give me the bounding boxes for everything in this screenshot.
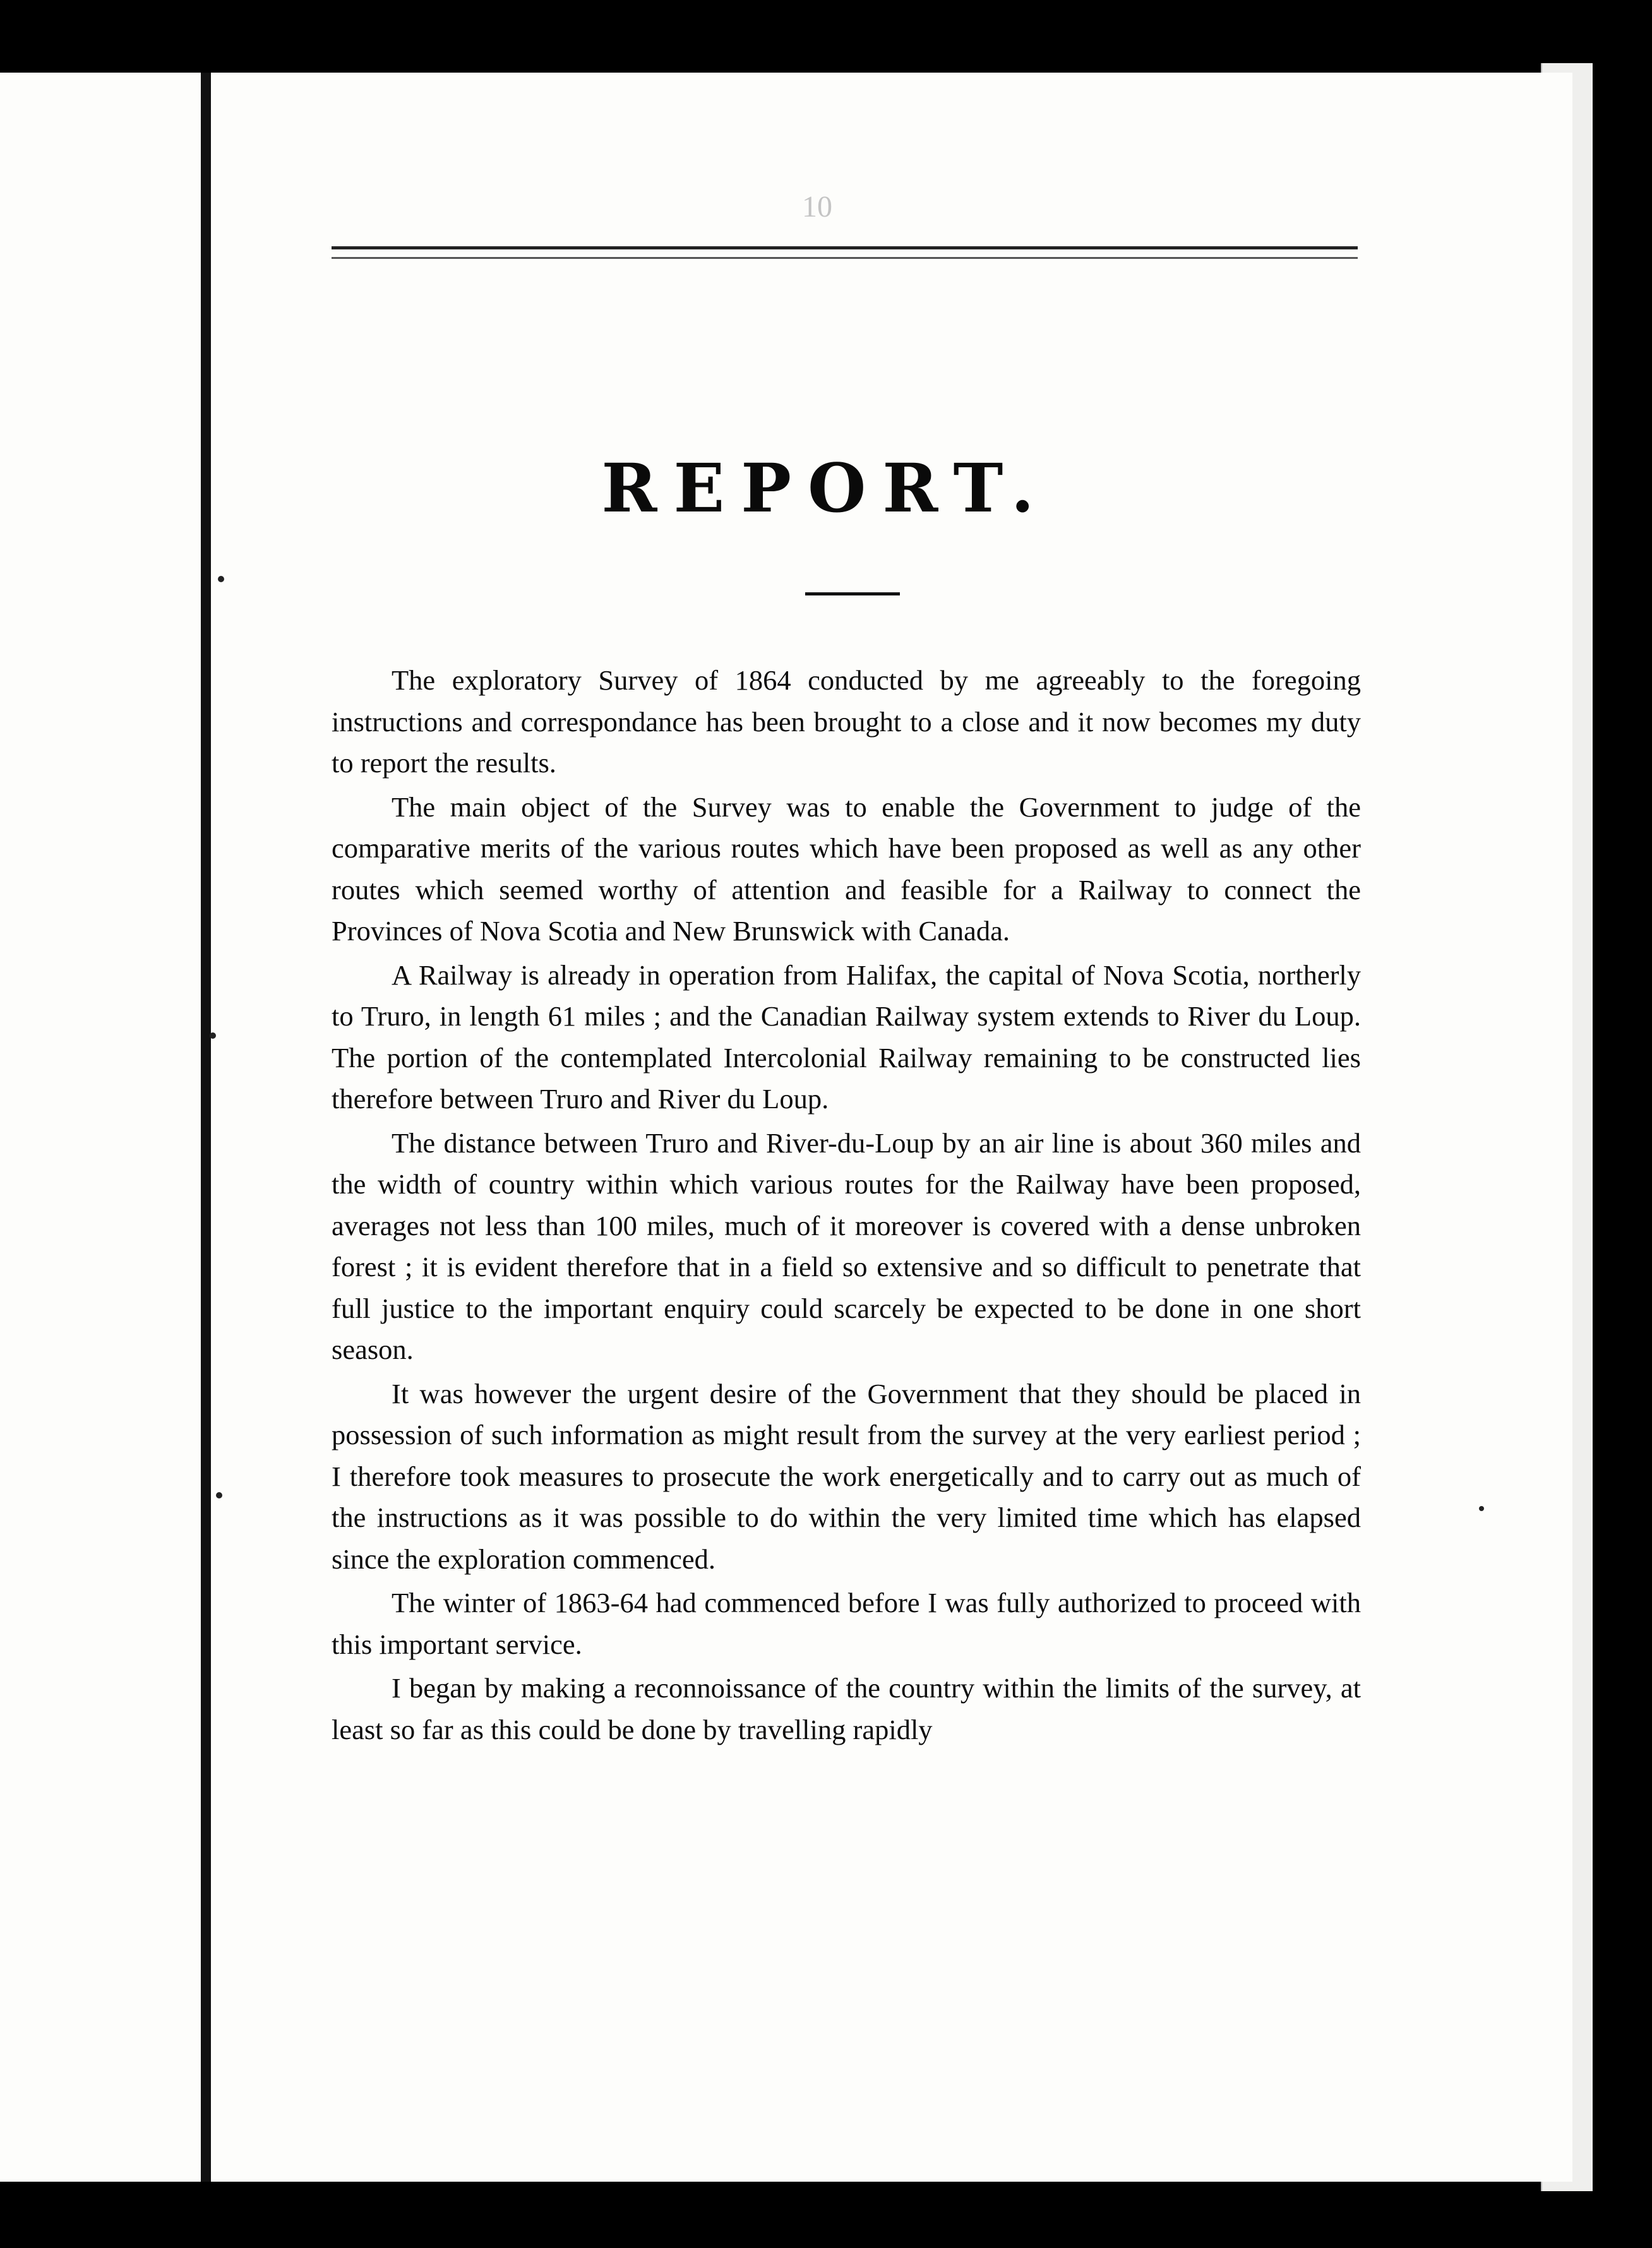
paragraph: The winter of 1863-64 had commenced before I was fully authorized to proceed with this important service. xyxy=(332,1587,1361,1660)
paragraph: The main object of the Survey was to enable the Government to judge of the comparative merits of the various routes which have been proposed as well as any other routes which seemed worthy of attention and feasible for a Railway to connect the Provinces of Nova Scotia and New Brunswick with Canada. xyxy=(332,791,1361,947)
binding-gutter xyxy=(201,73,211,2182)
page-number: 10 xyxy=(802,190,832,224)
report-title: REPORT. xyxy=(601,448,1051,527)
paragraph: The exploratory Survey of 1864 conducted by me agreeably to the foregoing instructions and correspondance has been brought to a close and it now becomes my duty to report the results. xyxy=(332,664,1361,779)
binding-hole-mark xyxy=(210,1032,216,1039)
paragraph: The distance between Truro and River-du-Loup by an air line is about 360 miles and the width of country within which various routes for the Railway have been proposed, averages not less than 100 miles, much of it moreover is covered with a dense unbroken forest ; it is evident therefore that in a field so extensive and so difficult to penetrate that full justice to the important enquiry could scarcely be expected to be done in one short season. xyxy=(332,1127,1361,1365)
header-rule xyxy=(332,246,1358,259)
binding-hole-mark xyxy=(218,576,224,582)
report-body xyxy=(332,660,1361,1750)
title-underline xyxy=(805,592,900,595)
scan-speck xyxy=(1479,1506,1484,1511)
paragraph: A Railway is already in operation from Halifax, the capital of Nova Scotia, northerly to Truro, in length 61 miles ; and the Canadian Railway system extends to River du Loup. The portion of the contemplated Intercolonial Railway remaining to be constructed lies therefore between Truro and River du Loup. xyxy=(332,959,1361,1115)
paragraph: It was however the urgent desire of the Government that they should be placed in possession of such information as might result from the survey at the very earliest period ; I therefore took measures to prosecute the work energetically and to carry out as much of the instructions as it was possible to do within the very limited time which has elapsed since the exploration commenced. xyxy=(332,1377,1361,1575)
paragraph: I began by making a reconnoissance of the country within the limits of the survey, at least so far as this could be done by travelling rapidly xyxy=(332,1672,1361,1745)
binding-hole-mark xyxy=(216,1492,222,1498)
